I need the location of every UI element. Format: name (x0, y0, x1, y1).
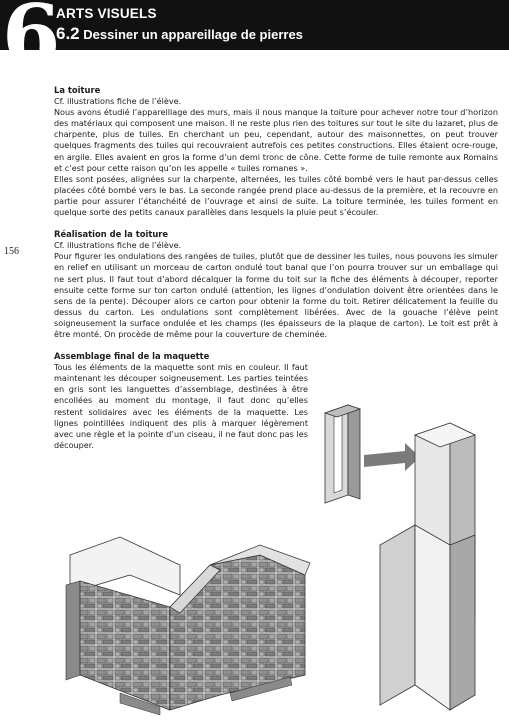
glue-tab (66, 581, 80, 680)
chimney-illustration (320, 395, 500, 715)
wall-assembly-illustration (60, 525, 315, 715)
chapter-number: 6 (2, 0, 59, 85)
subsection-title-text: Dessiner un appareillage de pierres (83, 27, 303, 42)
toiture-para-2: Elles sont posées, alignées sur la charpente, alternées, les tuiles côté bombé vers le haut par-dessus celles placées côté bombé vers le bas. La seconde rangée prend place au-dessus de la première, et la recouvre en partie pour assurer l’étanchéité de l’ouvrage et ainsi de suite. La toiture terminée, les tuiles forment en quelque sorte des petits canaux parallèles dans lesquels la pluie peut s’écouler. (54, 173, 498, 218)
assemblage-para: Tous les éléments de la maquette sont mis en couleur. Il faut maintenant les découper soigneusement. Les parties teintées en gris sont les languettes d’assemblage, destinées à être encollées au moment du montage, il faut donc qu’elles restent solidaires avec les éléments de la maquette. Les lignes pointillées indiquent des plis à marquer légèrement avec une règle et la pointe d’un ciseau, il ne faut donc pas les découper. (54, 362, 308, 450)
assembly-arrow-icon (364, 443, 420, 471)
heading-assemblage: Assemblage final de la maquette (54, 351, 210, 362)
heading-toiture: La toiture (54, 85, 101, 95)
subsection-number: 6.2 (56, 24, 80, 43)
heading-realisation: Réalisation de la toiture (54, 229, 169, 240)
page-number: 156 (4, 246, 19, 257)
section-title: ARTS VISUELS (56, 6, 157, 21)
realisation-ref: Cf. illustrations fiche de l’élève. (54, 240, 182, 251)
toiture-ref: Cf. illustrations fiche de l’élève. (54, 96, 182, 107)
stone-wall-left (80, 581, 170, 710)
subsection-title (56, 24, 303, 44)
chimney-body (380, 423, 475, 710)
realisation-para: Pour figurer les ondulations des rangées de tuiles, plutôt que de dessiner les tuiles, nous pouvons les simuler en relief en utilisant un morceau de carton ondulé tout banal que l’on pourra trouver sur un emballage qui ne sert plus. Il faut tout d’abord décalquer la forme du toit sur la fiche des éléments à découper, reporter ensuite cette forme sur ton carton ondulé (attention, les lignes d’ondulation doivent être orientées dans le sens de la pente). Découper alors ce carton pour obtenir la forme du toit. Retirer délicatement la feuille du dessus du carton. Les ondulations sont complètement libérées. Avec de la gouache l’élève peint soigneusement la surface ondulée et les champs (les épaisseurs de la plaque de carton). Le toit est prêt à être monté. On procède de même pour la couverture de cheminée. (54, 251, 498, 339)
chimney-top-piece (325, 405, 360, 503)
toiture-para-1: Nous avons étudié l’appareillage des murs, mais il nous manque la toiture pour achever notre tour d’horizon des matériaux qui composent une maison. Il ne reste plus rien des toitures sur tout le site du lazaret, plus de charpente, plus de tuiles. En cherchant un peu, cependant, autour des maisonnettes, on peut trouver quelques fragments des tuiles qui recouvraient autrefois ces petites constructions. Elles étaient ocre-rouge, en argile. Elles avaient en gros la forme d’un demi tronc de cône. Cette forme de tuile remonte aux Romains et c’est pour cette raison qu’on les appelle « tuiles romanes ». (54, 107, 498, 173)
